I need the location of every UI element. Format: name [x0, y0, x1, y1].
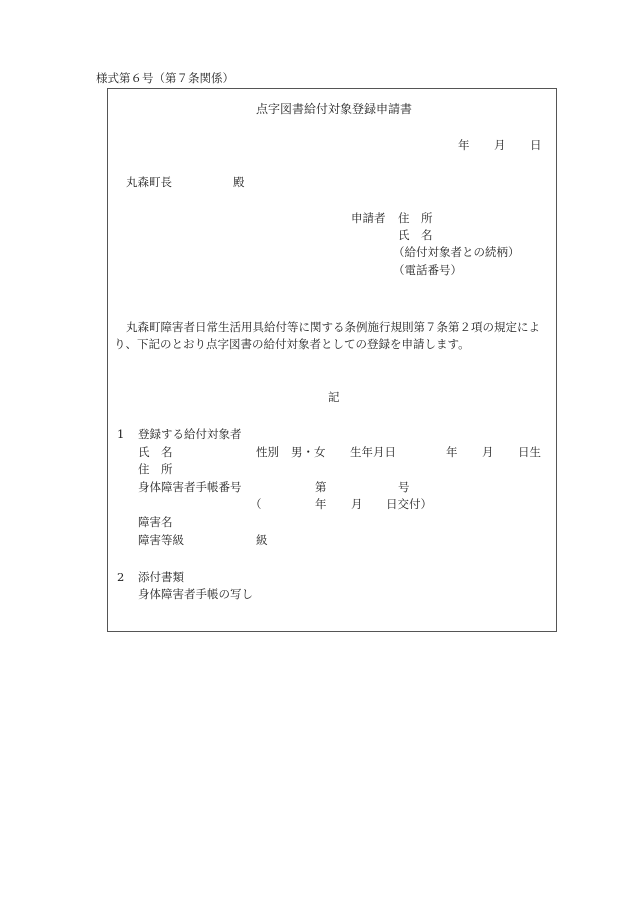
birth-day-suffix: 日生	[518, 445, 541, 459]
applicant-phone-label: （電話番号）	[393, 263, 462, 277]
form-frame	[107, 88, 557, 632]
date-day: 日	[530, 138, 542, 152]
birth-year-label: 年	[446, 445, 458, 459]
ki-heading: 記	[328, 390, 340, 404]
disability-name-label: 障害名	[138, 515, 173, 529]
attachment-item: 身体障害者手帳の写し	[138, 587, 253, 601]
birth-month-label: 月	[482, 445, 494, 459]
issue-year-label: 年	[315, 497, 327, 511]
applicant-label: 申請者	[351, 211, 386, 225]
issue-open-paren: （	[250, 497, 262, 511]
gender-options: 男・女	[291, 445, 326, 459]
form-label: 様式第６号（第７条関係）	[96, 71, 234, 85]
handbook-dai: 第	[315, 480, 327, 494]
subject-address-label: 住 所	[138, 462, 173, 476]
date-year: 年	[458, 138, 470, 152]
subject-name-label: 氏 名	[138, 445, 173, 459]
date-month: 月	[494, 138, 506, 152]
issue-month-label: 月	[351, 497, 363, 511]
gender-label: 性別	[256, 445, 279, 459]
applicant-name-label: 氏 名	[398, 228, 433, 242]
handbook-go: 号	[398, 480, 410, 494]
addressee-honorific: 殿	[233, 175, 245, 189]
body-text-line-2: り、下記のとおり点字図書の給付対象者としての登録を申請します。	[114, 337, 470, 351]
applicant-address-label: 住 所	[398, 211, 433, 225]
birth-date-label: 生年月日	[350, 445, 396, 459]
applicant-relation-label: （給付対象者との続柄）	[393, 245, 520, 259]
disability-grade-suffix: 級	[256, 533, 268, 547]
addressee-name: 丸森町長	[126, 175, 172, 189]
disability-grade-label: 障害等級	[138, 533, 184, 547]
issue-day-suffix: 日交付）	[386, 497, 432, 511]
section-2-heading: 添付書類	[138, 570, 184, 584]
section-1-number: 1	[117, 427, 125, 441]
document-title: 点字図書給付対象登録申請書	[256, 102, 413, 116]
section-2-number: 2	[117, 570, 125, 584]
handbook-number-label: 身体障害者手帳番号	[138, 480, 242, 494]
section-1-heading: 登録する給付対象者	[138, 427, 242, 441]
body-text-line-1: 丸森町障害者日常生活用具給付等に関する条例施行規則第７条第２項の規定によ	[126, 320, 540, 334]
